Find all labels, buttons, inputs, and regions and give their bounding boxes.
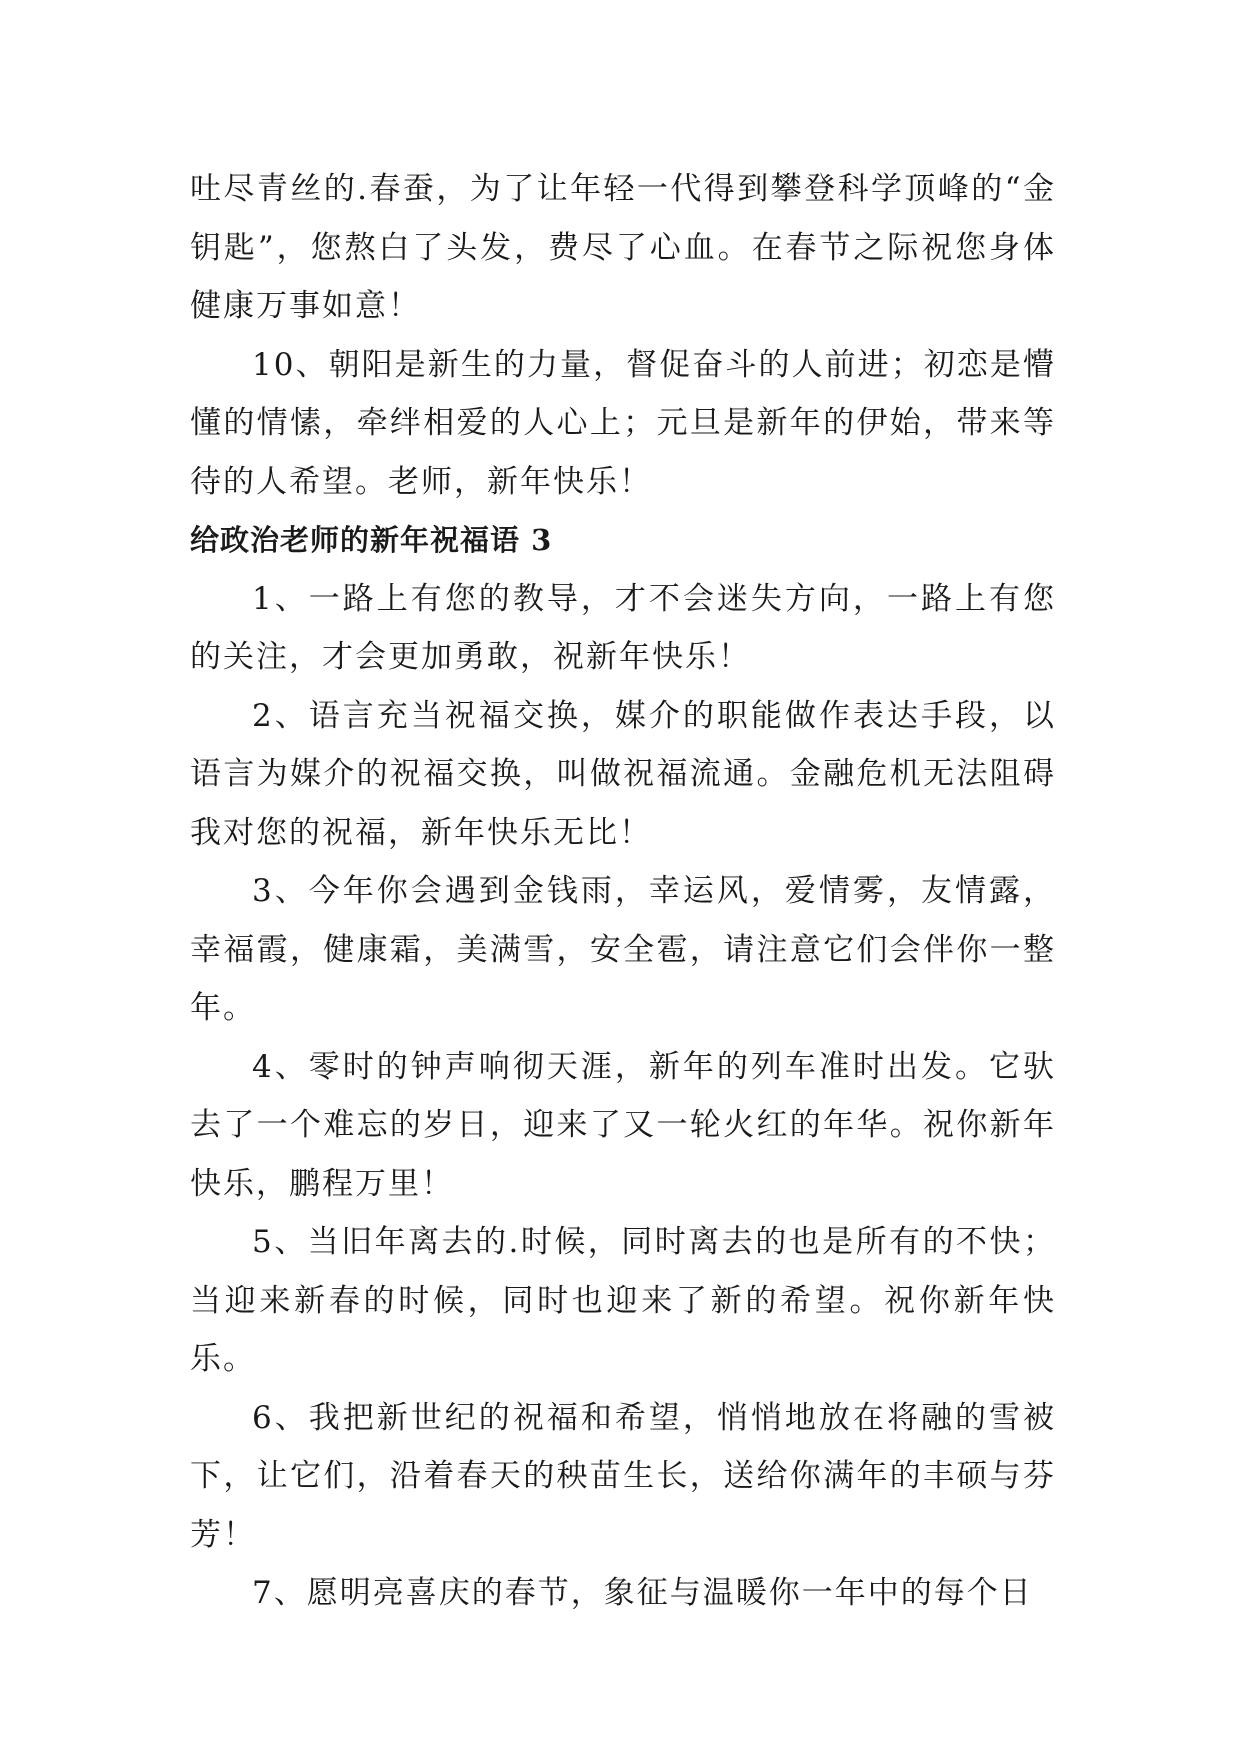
section-heading: 给政治老师的新年祝福语 3	[190, 523, 553, 557]
continuation-paragraph: 吐尽青丝的.春蚕，为了让年轻一代得到攀登科学顶峰的“金钥匙”，您熬白了头发，费尽了心血。在春节之际祝您身体健康万事如意！	[190, 171, 1056, 324]
paragraph-item-2: 2、语言充当祝福交换，媒介的职能做作表达手段，以语言为媒介的祝福交换，叫做祝福流通。金融危机无法阻碍我对您的祝福，新年快乐无比！	[190, 697, 1056, 851]
paragraph-item-10: 10、朝阳是新生的力量，督促奋斗的人前进；初恋是懵懂的情愫，牵绊相爱的人心上；元旦是新年的伊始，带来等待的人希望。老师，新年快乐！	[190, 346, 1056, 500]
paragraph-item-5: 5、当旧年离去的.时候，同时离去的也是所有的不快；当迎来新春的时候，同时也迎来了新的希望。祝你新年快乐。	[190, 1224, 1056, 1377]
document-page	[190, 160, 1056, 1623]
paragraph-item-6: 6、我把新世纪的祝福和希望，悄悄地放在将融的雪被下，让它们，沿着春天的秧苗生长，送给你满年的丰硕与芬芳！	[190, 1399, 1056, 1553]
paragraph-item-1: 1、一路上有您的教导，才不会迷失方向，一路上有您的关注，才会更加勇敢，祝新年快乐！	[190, 580, 1056, 675]
paragraph-item-7: 7、愿明亮喜庆的春节，象征与温暖你一年中的每个日	[252, 1575, 1033, 1611]
paragraph-item-4: 4、零时的钟声响彻天涯，新年的列车准时出发。它驮去了一个难忘的岁日，迎来了又一轮火红的年华。祝你新年快乐，鹏程万里！	[190, 1048, 1056, 1202]
paragraph-item-3: 3、今年你会遇到金钱雨，幸运风，爱情雾，友情露，幸福霞，健康霜，美满雪，安全雹，请注意它们会伴你一整年。	[190, 873, 1056, 1026]
